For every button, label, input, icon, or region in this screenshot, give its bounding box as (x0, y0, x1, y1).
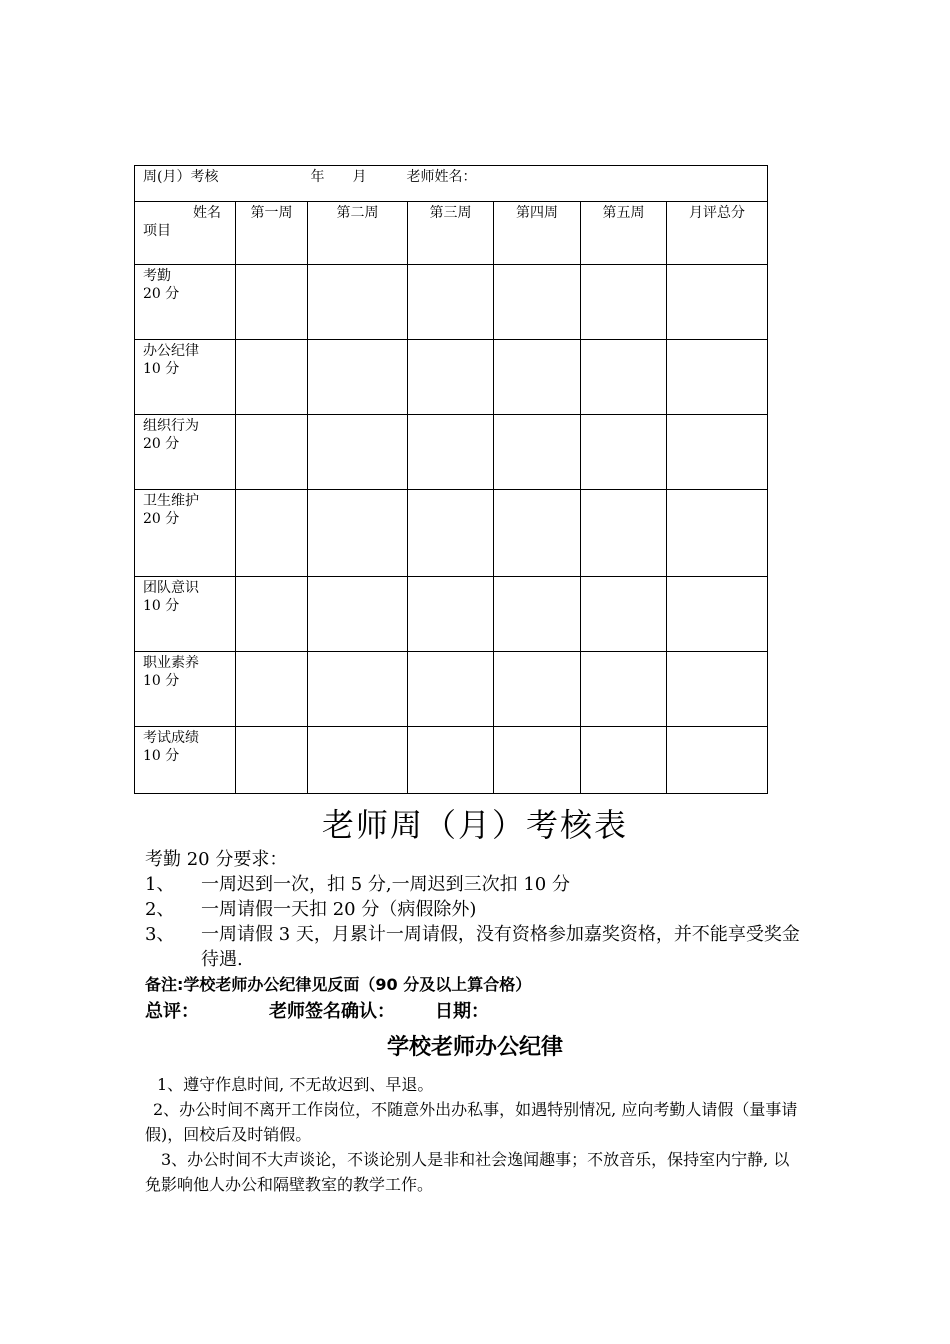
score-cell[interactable] (408, 727, 494, 794)
score-cell[interactable] (408, 340, 494, 415)
rules-list (145, 1072, 805, 1197)
score-cell[interactable] (494, 340, 581, 415)
score-cell[interactable] (408, 490, 494, 577)
requirement-item (145, 872, 810, 897)
column-header: 第五周 (581, 202, 667, 265)
score-cell[interactable] (236, 727, 308, 794)
row-score: 10 分 (143, 598, 180, 614)
column-header: 第四周 (494, 202, 581, 265)
score-cell[interactable] (408, 415, 494, 490)
score-cell[interactable] (408, 652, 494, 727)
row-score: 10 分 (143, 361, 180, 377)
row-score: 10 分 (143, 673, 180, 689)
rules-title: 学校老师办公纪律 (386, 1035, 563, 1060)
score-cell[interactable] (581, 490, 667, 577)
row-score: 20 分 (143, 286, 180, 302)
column-header: 第二周 (308, 202, 408, 265)
row-name: 办公纪律 (143, 343, 199, 359)
score-cell[interactable] (581, 652, 667, 727)
column-header: 月评总分 (667, 202, 768, 265)
score-cell[interactable] (308, 265, 408, 340)
score-cell[interactable] (581, 415, 667, 490)
score-cell[interactable] (308, 340, 408, 415)
row-label-cell (135, 340, 236, 415)
signature-label: 老师签名确认： (269, 1001, 395, 1022)
year-label: 年 (310, 169, 325, 185)
row-name: 团队意识 (143, 580, 199, 596)
row-score: 10 分 (143, 748, 180, 764)
corner-item-label: 项目 (143, 223, 171, 239)
score-cell[interactable] (236, 652, 308, 727)
score-cell[interactable] (308, 652, 408, 727)
table-header-label: 周(月）考核 (143, 169, 219, 185)
total-cell[interactable] (667, 727, 768, 794)
row-label-cell (135, 265, 236, 340)
row-label-cell (135, 652, 236, 727)
requirement-text: 一周迟到一次，扣 5 分,一周迟到三次扣 10 分 (201, 874, 570, 895)
row-name: 考试成绩 (143, 730, 199, 746)
page-title: 老师周（月）考核表 (321, 806, 628, 844)
requirements-heading: 考勤 20 分要求： (145, 849, 288, 870)
score-cell[interactable] (494, 490, 581, 577)
row-label-cell (135, 577, 236, 652)
table-row (135, 340, 768, 415)
score-cell[interactable] (408, 577, 494, 652)
requirement-number: 3、 (145, 924, 175, 945)
score-cell[interactable] (581, 727, 667, 794)
score-cell[interactable] (308, 415, 408, 490)
rule-item: 2、办公时间不离开工作岗位，不随意外出办私事，如遇特别情况, 应向考勤人请假（量事请假)，回校后及时销假。 (145, 1100, 798, 1144)
table-row (135, 415, 768, 490)
column-header: 第一周 (236, 202, 308, 265)
table-row (135, 727, 768, 794)
total-cell[interactable] (667, 577, 768, 652)
score-cell[interactable] (236, 577, 308, 652)
rule-item: 1、遵守作息时间, 不无故迟到、早退。 (157, 1075, 434, 1094)
row-name: 职业素养 (143, 655, 199, 671)
total-cell[interactable] (667, 490, 768, 577)
requirement-number: 1、 (145, 874, 175, 895)
table-row (135, 265, 768, 340)
row-score: 20 分 (143, 436, 180, 452)
rule-item: 3、办公时间不大声谈论，不谈论别人是非和社会逸闻趣事；不放音乐，保持室内宁静, 以免影响他人办公和隔壁教室的教学工作。 (145, 1150, 790, 1194)
score-cell[interactable] (308, 727, 408, 794)
score-cell[interactable] (581, 265, 667, 340)
row-score: 20 分 (143, 511, 180, 527)
score-cell[interactable] (408, 265, 494, 340)
requirement-number: 2、 (145, 899, 175, 920)
month-label: 月 (352, 169, 367, 185)
score-cell[interactable] (236, 265, 308, 340)
score-cell[interactable] (581, 340, 667, 415)
score-cell[interactable] (308, 577, 408, 652)
row-name: 组织行为 (143, 418, 199, 434)
assessment-table (134, 165, 768, 794)
score-cell[interactable] (236, 415, 308, 490)
attendance-requirements (145, 847, 810, 972)
row-name: 卫生维护 (143, 493, 199, 509)
score-cell[interactable] (494, 415, 581, 490)
summary-line (145, 997, 529, 1023)
table-row (135, 577, 768, 652)
score-cell[interactable] (236, 340, 308, 415)
score-cell[interactable] (494, 577, 581, 652)
requirement-text: 一周请假 3 天，月累计一周请假，没有资格参加嘉奖资格，并不能享受奖金待遇. (201, 924, 800, 970)
column-header-row (135, 202, 768, 265)
row-label-cell (135, 415, 236, 490)
score-cell[interactable] (308, 490, 408, 577)
table-row (135, 490, 768, 577)
score-cell[interactable] (494, 652, 581, 727)
row-name: 考勤 (143, 268, 171, 284)
table-row (135, 652, 768, 727)
requirement-text: 一周请假一天扣 20 分（病假除外) (201, 899, 477, 920)
table-header-cell (135, 166, 768, 202)
score-cell[interactable] (494, 727, 581, 794)
score-cell[interactable] (494, 265, 581, 340)
teacher-name-label: 老师姓名： (406, 169, 477, 185)
total-cell[interactable] (667, 415, 768, 490)
date-label: 日期： (435, 1001, 489, 1022)
corner-cell (135, 202, 236, 265)
corner-name-label: 姓名 (193, 205, 221, 221)
score-cell[interactable] (581, 577, 667, 652)
requirement-item (145, 922, 810, 972)
total-cell[interactable] (667, 340, 768, 415)
row-label-cell (135, 727, 236, 794)
score-cell[interactable] (236, 490, 308, 577)
total-cell[interactable] (667, 265, 768, 340)
total-cell[interactable] (667, 652, 768, 727)
requirement-item (145, 897, 810, 922)
column-header: 第三周 (408, 202, 494, 265)
row-label-cell (135, 490, 236, 577)
remark-note: 备注:学校老师办公纪律见反面（90 分及以上算合格） (145, 975, 532, 994)
overall-label: 总评： (145, 1001, 199, 1022)
